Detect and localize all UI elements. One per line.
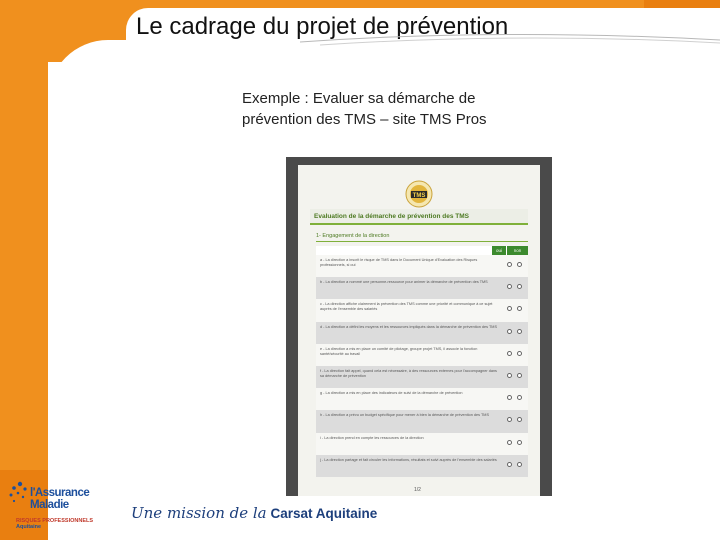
title-swoosh-decoration xyxy=(300,30,720,48)
radio-yes[interactable] xyxy=(507,462,512,467)
am-line-1: l'Assurance xyxy=(30,487,90,499)
doc-title-bar xyxy=(310,209,528,225)
radio-no[interactable] xyxy=(517,440,522,445)
question-list xyxy=(316,255,528,477)
radio-no[interactable] xyxy=(517,395,522,400)
carsat-name: Carsat Aquitaine xyxy=(270,506,378,521)
embedded-screenshot xyxy=(286,157,552,496)
radio-no[interactable] xyxy=(517,417,522,422)
question-text: h - La direction a prévu un budget spécifique pour mener à bien la démarche de prévention des TMS xyxy=(320,413,489,418)
subtitle-line-2: prévention des TMS – site TMS Pros xyxy=(242,111,487,128)
radio-yes[interactable] xyxy=(507,373,512,378)
slide-title: Le cadrage du projet de prévention xyxy=(136,13,509,40)
section-title: 1- Engagement de la direction xyxy=(316,233,390,239)
radio-yes[interactable] xyxy=(507,306,512,311)
question-text: c - La direction affiche clairement la prévention des TMS comme une priorité et communique à ce sujet auprès de l'ensemble des salariés xyxy=(320,302,493,312)
am-subtitle xyxy=(16,518,93,530)
table-row xyxy=(316,455,528,477)
radio-no[interactable] xyxy=(517,306,522,311)
orange-frame-left xyxy=(0,0,48,540)
doc-title: Evaluation de la démarche de prévention des TMS xyxy=(314,213,469,220)
question-text: e - La direction a mis en place un comité de pilotage, groupe projet TMS, il associe la fonction santé/sécurité au travail xyxy=(320,346,478,356)
table-row xyxy=(316,322,528,344)
section-divider xyxy=(316,241,528,242)
table-row xyxy=(316,299,528,321)
tms-logo-icon xyxy=(404,179,434,209)
col-header-yes: oui xyxy=(492,246,506,255)
question-text: i - La direction prend en compte les ressources de la direction xyxy=(320,435,424,440)
subtitle-line-1: Exemple : Evaluer sa démarche de xyxy=(242,90,476,107)
radio-no[interactable] xyxy=(517,462,522,467)
am-sub-line-2: Aquitaine xyxy=(16,524,42,530)
radio-yes[interactable] xyxy=(507,440,512,445)
question-text: f - La direction fait appel, quand cela est nécessaire, à des ressources externes pour l'accompagner dans sa démarche de prévention xyxy=(320,368,497,378)
question-text: g - La direction a mis en place des indicateurs de suivi de la démarche de prévention xyxy=(320,391,463,396)
question-text: d - La direction a défini les moyens et les ressources impliqués dans la démarche de prévention des TMS xyxy=(320,324,497,329)
radio-yes[interactable] xyxy=(507,262,512,267)
radio-yes[interactable] xyxy=(507,395,512,400)
col-header-no: non xyxy=(507,246,528,255)
radio-no[interactable] xyxy=(517,329,522,334)
table-row xyxy=(316,388,528,410)
table-row xyxy=(316,255,528,277)
am-line-2: Maladie xyxy=(30,498,69,511)
am-sub-line-1: RISQUES PROFESSIONNELS xyxy=(16,518,94,524)
table-row xyxy=(316,277,528,299)
table-row xyxy=(316,433,528,455)
assurance-maladie-name xyxy=(30,488,89,511)
mission-tagline xyxy=(131,504,377,522)
question-text: b - La direction a nommé une personne-ressource pour animer la démarche de prévention des TMS xyxy=(320,280,488,285)
radio-no[interactable] xyxy=(517,351,522,356)
question-text: a - La direction a inscrit le risque de TMS dans le Document Unique d'Evaluation des Risques professionnels, si oui xyxy=(320,258,478,267)
mission-script-text: Une mission de la xyxy=(131,504,267,522)
table-row xyxy=(316,410,528,432)
radio-yes[interactable] xyxy=(507,329,512,334)
radio-yes[interactable] xyxy=(507,284,512,289)
radio-no[interactable] xyxy=(517,284,522,289)
question-text: j - La direction partage et fait circuler les informations, résultats et suivi auprès de l'ensemble des salariés xyxy=(320,457,497,462)
table-row xyxy=(316,344,528,366)
tms-logo-text: TMS xyxy=(412,193,426,199)
radio-yes[interactable] xyxy=(507,417,512,422)
table-row xyxy=(316,366,528,388)
page-number: 1/2 xyxy=(414,487,421,493)
radio-no[interactable] xyxy=(517,262,522,267)
radio-no[interactable] xyxy=(517,373,522,378)
slide-subtitle xyxy=(242,88,542,130)
screenshot-page xyxy=(298,165,540,496)
table-header xyxy=(316,246,528,255)
radio-yes[interactable] xyxy=(507,351,512,356)
